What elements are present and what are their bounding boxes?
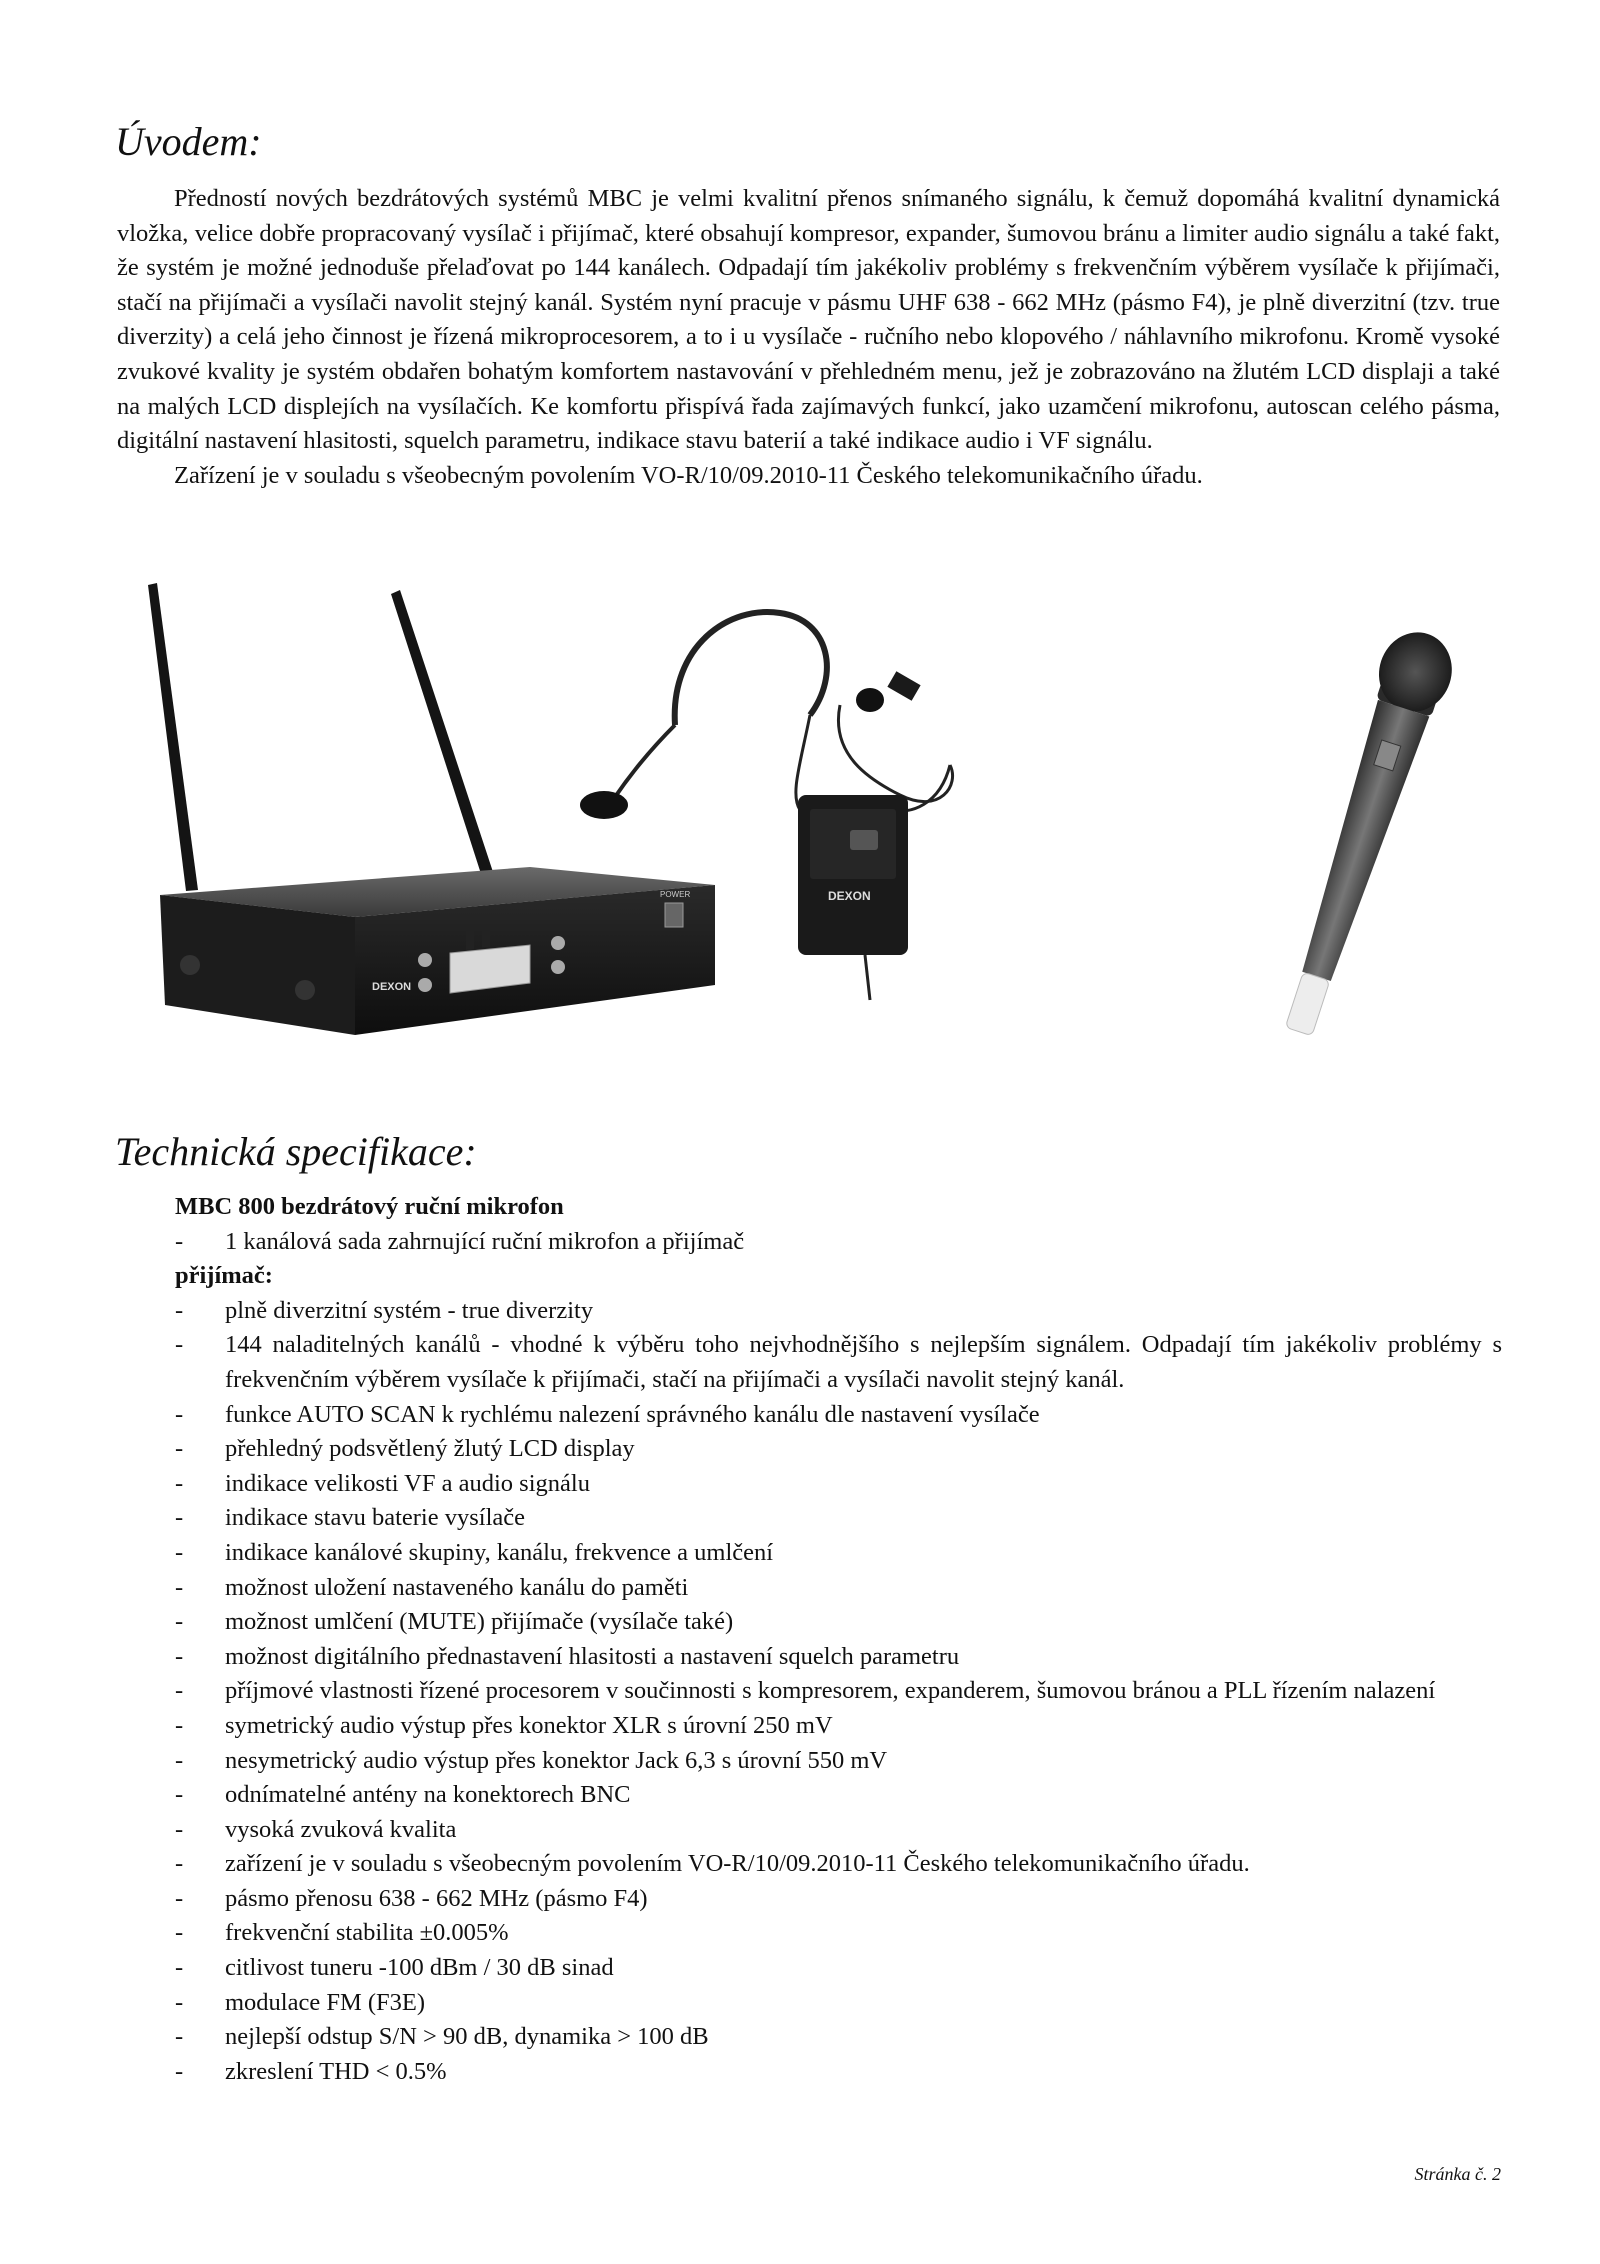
- list-item: - funkce AUTO SCAN k rychlému nalezení správného kanálu dle nastavení vysílače: [175, 1398, 1502, 1433]
- list-item: - zkreslení THD < 0.5%: [175, 2055, 1502, 2090]
- list-item: - plně diverzitní systém - true diverzity: [175, 1294, 1502, 1329]
- list-item: - vysoká zvuková kvalita: [175, 1813, 1502, 1848]
- intro-text: [117, 182, 1500, 493]
- product-photos-svg: [110, 565, 1510, 1135]
- list-item: - možnost digitálního přednastavení hlasitosti a nastavení squelch parametru: [175, 1640, 1502, 1675]
- spec-heading: Technická specifikace:: [115, 1129, 477, 1174]
- list-item: - citlivost tuneru -100 dBm / 30 dB sinad: [175, 1951, 1502, 1986]
- list-item: - 1 kanálová sada zahrnující ruční mikrofon a přijímač: [175, 1225, 1502, 1260]
- intro-heading: Úvodem:: [115, 119, 262, 164]
- intro-paragraph-1: Předností nových bezdrátových systémů MBC je velmi kvalitní přenos snímaného signálu, k čemuž dopomáhá kvalitní dynamická vložka, velice dobře propracovaný vysílač i přijímač, které obsahují kompresor, expander, šumovou bránu a limiter audio signálu a také fakt, že systém je možné jednoduše přelaďovat po 144 kanálech. Odpadají tím jakékoliv problémy s frekvenčním výběrem vysílače k přijímači, stačí na přijímači a vysílači navolit stejný kanál. Systém nyní pracuje v pásmu UHF 638 - 662 MHz (pásmo F4), je plně diverzitní (tzv. true diverzity) a celá jeho činnost je řízená mikroprocesorem, a to i u vysílače - ručního nebo klopového / náhlavního mikrofonu. Kromě vysoké zvukové kvality je systém obdařen bohatým komfortem nastavování v přehledném menu, jež je zobrazováno na žlutém LCD displaji a také na malých LCD displejích na vysílačích. Ke komfortu přispívá řada zajímavých funkcí, jako uzamčení mikrofonu, autoscan celého pásma, digitální nastavení hlasitosti, squelch parametru, indikace stavu baterií a také indikace audio i VF signálu.: [117, 185, 1500, 455]
- power-label: POWER: [660, 890, 691, 899]
- bodypack-brand: DEXON: [828, 889, 871, 903]
- receiver-photo: [148, 583, 715, 1035]
- product-photos: [110, 565, 1510, 1135]
- page-number: Stránka č. 2: [1414, 2164, 1501, 2184]
- list-item: - indikace stavu baterie vysílače: [175, 1501, 1502, 1536]
- list-item: - zařízení je v souladu s všeobecným povolením VO-R/10/09.2010-11 Českého telekomunikačního úřadu.: [175, 1847, 1502, 1882]
- receiver-brand: DEXON: [372, 981, 412, 993]
- intro-paragraph-2: Zařízení je v souladu s všeobecným povolením VO-R/10/09.2010-11 Českého telekomunikačního úřadu.: [174, 461, 1203, 489]
- list-item: - nesymetrický audio výstup přes konektor Jack 6,3 s úrovní 550 mV: [175, 1744, 1502, 1779]
- list-item: - příjmové vlastnosti řízené procesorem v součinnosti s kompresorem, expanderem, šumovou bránou a PLL řízením nalazení: [175, 1674, 1502, 1709]
- list-item: - možnost umlčení (MUTE) přijímače (vysílače také): [175, 1605, 1502, 1640]
- spec-list: [175, 1190, 1502, 2089]
- list-item: - modulace FM (F3E): [175, 1986, 1502, 2021]
- list-item: - indikace velikosti VF a audio signálu: [175, 1467, 1502, 1502]
- list-item: - odnímatelné antény na konektorech BNC: [175, 1778, 1502, 1813]
- list-item: - 144 naladitelných kanálů - vhodné k výběru toho nejvhodnějšího s nejlepším signálem. Odpadají tím jakékoliv problémy s frekvenčním výběrem vysílače k přijímači, stačí na přijímači a vysílači navolit stejný kanál.: [175, 1328, 1502, 1397]
- list-item: - možnost uložení nastaveného kanálu do paměti: [175, 1571, 1502, 1606]
- headset-windscreen: [580, 791, 628, 819]
- left-antenna: [148, 583, 198, 891]
- list-item: - přehledný podsvětlený žlutý LCD display: [175, 1432, 1502, 1467]
- list-item: - symetrický audio výstup přes konektor XLR s úrovní 250 mV: [175, 1709, 1502, 1744]
- mic-body: [1291, 700, 1429, 985]
- handheld-mic-photo: [1264, 623, 1462, 1043]
- list-item: - nejlepší odstup S/N > 90 dB, dynamika > 100 dB: [175, 2020, 1502, 2055]
- list-item: - frekvenční stabilita ±0.005%: [175, 1916, 1502, 1951]
- lavalier-mic: [856, 688, 884, 712]
- product-title: MBC 800 bezdrátový ruční mikrofon: [175, 1193, 564, 1220]
- receiver-spec-items: [175, 1294, 1502, 2090]
- list-item: - indikace kanálové skupiny, kanálu, frekvence a umlčení: [175, 1536, 1502, 1571]
- receiver-label: přijímač:: [175, 1262, 273, 1290]
- right-antenna: [391, 590, 494, 877]
- list-item: - pásmo přenosu 638 - 662 MHz (pásmo F4): [175, 1882, 1502, 1917]
